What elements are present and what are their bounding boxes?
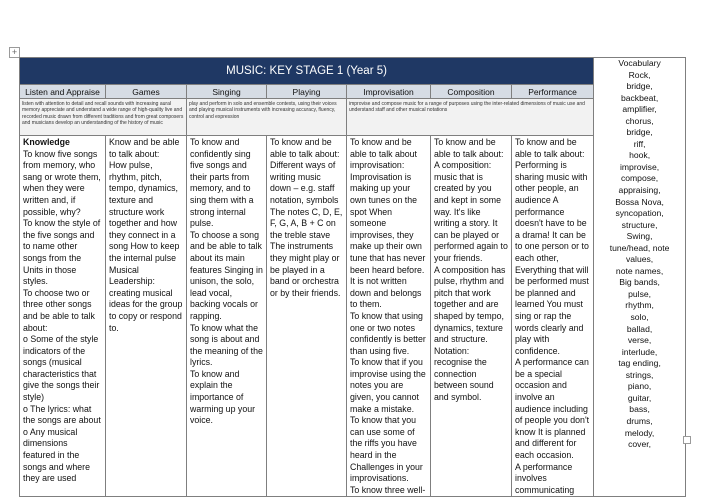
performance-text: To know and be able to talk about: Performing is sharing music with other people, an audience A performance doesn't have to be a drama! It can be to one person or to each other, Everything that will be performed must be planned and learned You must sing or rap the words clearly and play with confidence. A performance can be a special occasion and involve an audience including of people you don't know It is planned and different for each occasion. A performance involves communicating	[515, 137, 590, 495]
improvisation-text: To know and be able to talk about improvisation: Improvisation is making up your own tunes on the spot When someone improvises, they make up their own tune that has never been heard before. It is not written down and belongs to them. To know that using one or two notes confidently is better than using five. To know that if you improvise using the notes you are given, you cannot make a mistake. To know that you can use some of the riffs you have heard in the Challenges in your improvisations. To know three well-	[350, 137, 426, 495]
objective-listen-appraise: listen with attention to detail and recall sounds with increasing aural memory appreciate and understand a wide range of high-quality live and recorded music drawn from different traditions and from great composers and musicians develop an understanding of the history of music	[20, 99, 187, 136]
table-title: MUSIC: KEY STAGE 1 (Year 5)	[20, 58, 594, 85]
singing-cell	[187, 136, 267, 497]
vocabulary-list: Rock, bridge, backbeat, amplifier, chorus, bridge, riff, hook, improvise, compose, appraising, Bossa Nova, syncopation, structure, Swing, tune/head, note values, note names, Big bands, pulse, rhythm, solo, ballad, verse, interlude, tag ending, strings, piano, guitar, bass, drums, melody, cover,	[609, 69, 670, 450]
composition-text: To know and be able to talk about: A composition: music that is created by you and kept in some way. It's like writing a story. It can be played or performed again to your friends. A composition has pulse, rhythm and pitch that work together and are shaped by tempo, dynamics, texture and structure. Notation: recognise the connection between sound and symbol.	[434, 137, 508, 403]
objective-sing-play: play and perform in solo and ensemble contexts, using their voices and playing musical instruments with increasing accuracy, fluency, control and expression	[187, 99, 347, 136]
listen-appraise-cell	[20, 136, 106, 497]
listen-appraise-text: To know five songs from memory, who sang or wrote them, when they were written and, if possible, why? To know the style of the five songs and to name other songs from the Units in those styles. To choose two or three other songs and be able to talk about: o Some of the style indicators of the songs (musical characteristics that give the songs their style) o The lyrics: what the songs are about o Any musical dimensions featured in the songs and where they are used	[23, 148, 101, 484]
header-row	[20, 85, 686, 99]
playing-cell	[267, 136, 347, 497]
header-listen-and-appraise: Listen and Appraise	[20, 85, 106, 99]
content-row	[20, 136, 686, 497]
objective-improvise-compose: improvise and compose music for a range of purposes using the inter-related dimensions of music use and understand staff and other musical notations	[347, 99, 594, 136]
knowledge-heading: Knowledge	[23, 137, 70, 147]
vocabulary-cell	[594, 58, 686, 497]
table-move-handle-icon[interactable]: +	[9, 47, 20, 58]
table-resize-handle-icon[interactable]	[683, 436, 691, 444]
header-composition: Composition	[431, 85, 512, 99]
improvisation-cell	[347, 136, 431, 497]
singing-text: To know and confidently sing five songs and their parts from memory, and to sing them with a strong internal pulse. To choose a song and be able to talk about its main features Singing in unison, the solo, lead vocal, backing vocals or rapping. To know what the song is about and the meaning of the lyrics. To know and explain the importance of warming up your voice.	[190, 137, 263, 426]
header-playing: Playing	[267, 85, 347, 99]
header-improvisation: Improvisation	[347, 85, 431, 99]
composition-cell	[431, 136, 512, 497]
vocabulary-heading: Vocabulary	[618, 58, 661, 68]
header-performance: Performance	[512, 85, 594, 99]
objectives-row	[20, 99, 686, 136]
games-cell	[106, 136, 187, 497]
header-games: Games	[106, 85, 187, 99]
music-curriculum-table	[19, 57, 686, 497]
header-singing: Singing	[187, 85, 267, 99]
playing-text: To know and be able to talk about: Different ways of writing music down – e.g. staff notation, symbols The notes C, D, E, F, G, A, B + C on the treble stave The instruments they might play or be played in a band or orchestra or by their friends.	[270, 137, 343, 298]
games-text: Know and be able to talk about: How pulse, rhythm, pitch, tempo, dynamics, texture and structure work together and how they connect in a song How to keep the internal pulse Musical Leadership: creating musical ideas for the group to copy or respond to.	[109, 137, 183, 333]
performance-cell	[512, 136, 594, 497]
title-row	[20, 58, 686, 85]
